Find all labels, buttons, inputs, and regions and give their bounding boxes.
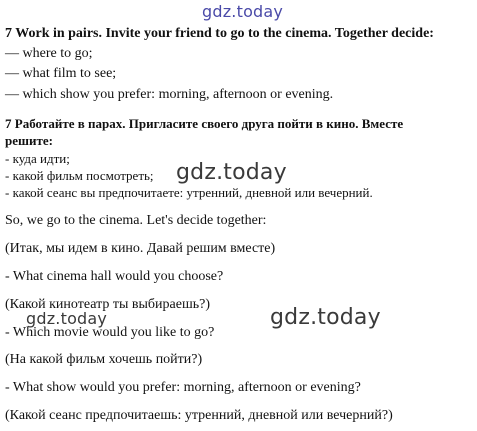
dialogue-line-4: (Какой кинотеатр ты выбираешь?) <box>5 297 210 312</box>
watermark-small: gdz.today <box>26 309 108 328</box>
watermark-right: gdz.today <box>270 305 381 330</box>
dialogue-line-7: - What show would you prefer: morning, afternoon or evening? <box>5 380 361 395</box>
dialogue-line-5: - Which movie would you like to go? <box>5 325 215 340</box>
watermark-middle: gdz.today <box>176 160 287 185</box>
task-ru-heading-line1: 7 Работайте в парах. Пригласите своего друга пойти в кино. Вместе <box>5 116 404 131</box>
watermark-top: gdz.today <box>202 2 284 21</box>
task-ru-item-3: - какой сеанс вы предпочитаете: утренний, дневной или вечерний. <box>5 185 373 200</box>
task-ru-item-2: - какой фильм посмотреть; <box>5 168 154 183</box>
dialogue-line-1: So, we go to the cinema. Let's decide together: <box>5 213 267 228</box>
task-ru-item-1: - куда идти; <box>5 151 70 166</box>
task-en-item-1: — where to go; <box>5 46 93 61</box>
dialogue-line-6: (На какой фильм хочешь пойти?) <box>5 352 203 367</box>
task-ru-heading-line2: решите: <box>5 133 53 148</box>
dialogue-line-2: (Итак, мы идем в кино. Давай решим вместе) <box>5 241 276 256</box>
task-en-heading: 7 Work in pairs. Invite your friend to go to the cinema. Together decide: <box>5 26 434 41</box>
task-en-item-2: — what film to see; <box>5 66 117 81</box>
dialogue-line-3: - What cinema hall would you choose? <box>5 269 224 284</box>
task-en-item-3: — which show you prefer: morning, afternoon or evening. <box>5 87 334 102</box>
dialogue-line-8: (Какой сеанс предпочитаешь: утренний, дневной или вечерний?) <box>5 408 393 423</box>
